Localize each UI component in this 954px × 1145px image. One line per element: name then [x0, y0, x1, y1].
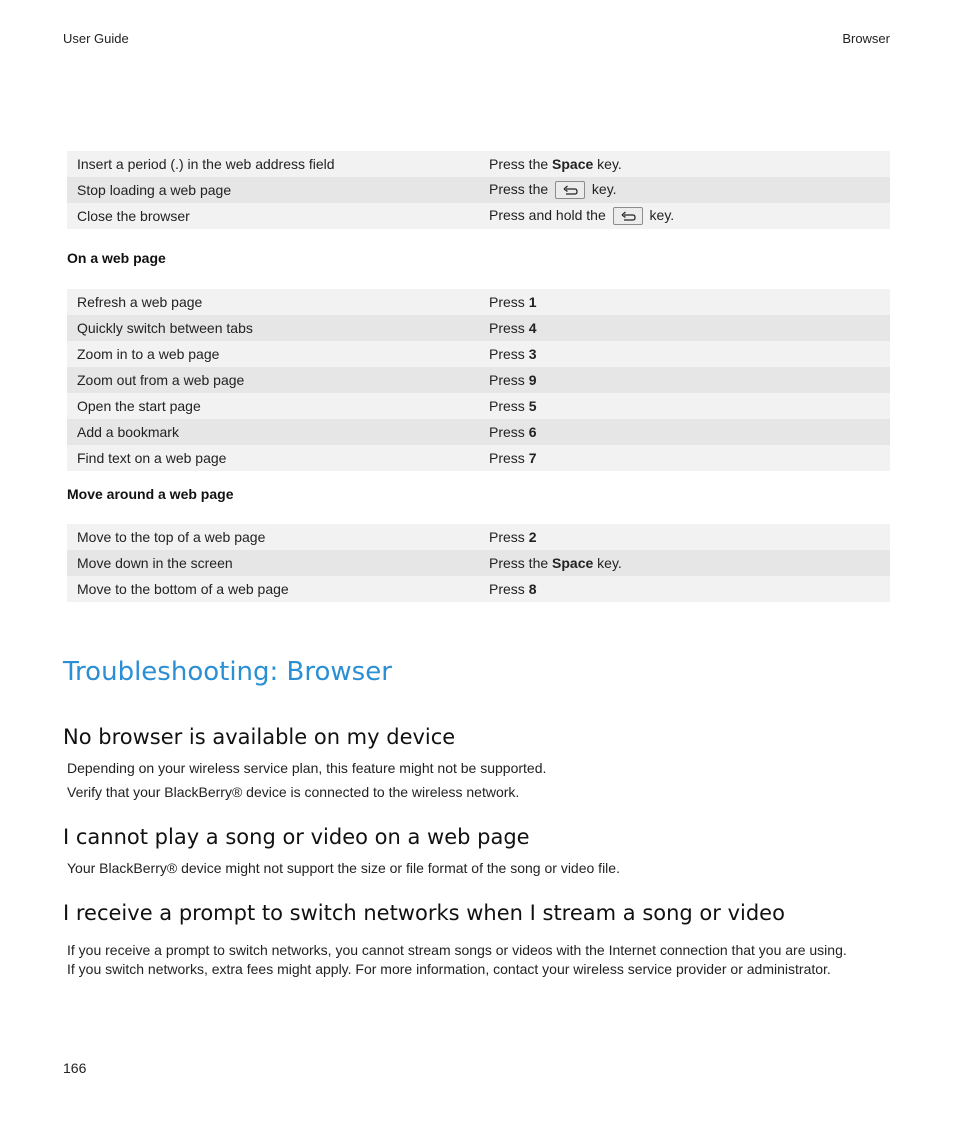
shortcut-key: 8 [528, 581, 537, 597]
escape-key-icon [613, 207, 643, 225]
table-row [67, 393, 890, 419]
action-cell: Find text on a web page [67, 445, 479, 471]
action-cell: Move to the bottom of a web page [67, 576, 479, 602]
action-cell: Add a bookmark [67, 419, 479, 445]
topic-cannot-play-paragraph: Your BlackBerry® device might not support the size or file format of the song or video file. [67, 860, 620, 876]
topic-no-browser-paragraph-2: Verify that your BlackBerry® device is connected to the wireless network. [67, 784, 520, 800]
table-row [67, 445, 890, 471]
shortcut-prefix: Press the [489, 180, 553, 197]
table-row [67, 177, 890, 203]
action-cell: Zoom out from a web page [67, 367, 479, 393]
table-row [67, 576, 890, 602]
shortcut-cell [479, 315, 890, 341]
running-header-left: User Guide [63, 31, 129, 46]
topic-switch-networks-paragraph-2: If you switch networks, extra fees might apply. For more information, contact your wireless service provider or administrator. [67, 961, 831, 977]
shortcut-suffix: key. [593, 555, 622, 571]
shortcut-cell [479, 524, 890, 550]
action-cell: Close the browser [67, 203, 479, 229]
shortcut-prefix: Press [489, 450, 529, 466]
shortcut-prefix: Press [489, 581, 529, 597]
action-cell: Refresh a web page [67, 289, 479, 315]
table-row [67, 289, 890, 315]
shortcut-cell [479, 289, 890, 315]
shortcut-prefix: Press [489, 372, 529, 388]
shortcut-key: 9 [528, 372, 537, 388]
action-cell: Open the start page [67, 393, 479, 419]
topic-no-browser-paragraph-1: Depending on your wireless service plan, this feature might not be supported. [67, 760, 547, 776]
shortcut-prefix: Press [489, 346, 529, 362]
shortcut-key: 4 [528, 320, 537, 336]
shortcut-table-move [67, 524, 890, 602]
shortcut-suffix: key. [645, 206, 675, 223]
shortcut-cell [479, 550, 890, 576]
escape-key-icon [555, 181, 585, 199]
table-row [67, 524, 890, 550]
action-cell: Zoom in to a web page [67, 341, 479, 367]
table-row [67, 367, 890, 393]
shortcut-prefix: Press [489, 320, 529, 336]
topic-switch-networks-paragraph-1: If you receive a prompt to switch networks, you cannot stream songs or videos with the Internet connection that you are using. [67, 942, 847, 958]
topic-title-cannot-play: I cannot play a song or video on a web page [63, 825, 530, 849]
shortcut-table-on-page [67, 289, 890, 471]
shortcut-key: 3 [528, 346, 537, 362]
table-row [67, 341, 890, 367]
shortcut-cell [479, 203, 890, 229]
action-cell: Quickly switch between tabs [67, 315, 479, 341]
running-header-right: Browser [842, 31, 890, 46]
shortcut-key: 2 [528, 529, 537, 545]
shortcut-suffix: key. [593, 156, 622, 172]
action-cell: Move down in the screen [67, 550, 479, 576]
shortcut-prefix: Press [489, 529, 529, 545]
table-row [67, 419, 890, 445]
topic-title-switch-networks: I receive a prompt to switch networks when I stream a song or video [63, 901, 785, 925]
table-row [67, 550, 890, 576]
shortcut-prefix: Press [489, 294, 529, 310]
shortcut-key: Space [552, 156, 594, 172]
shortcut-cell [479, 177, 890, 203]
shortcut-cell [479, 576, 890, 602]
table-row [67, 315, 890, 341]
shortcut-prefix: Press [489, 398, 529, 414]
shortcut-cell [479, 419, 890, 445]
shortcut-table-general [67, 151, 890, 229]
shortcut-key: 6 [528, 424, 537, 440]
page-number: 166 [63, 1060, 87, 1076]
shortcut-prefix: Press the [489, 156, 553, 172]
shortcut-key: 1 [528, 294, 537, 310]
shortcut-prefix: Press [489, 424, 529, 440]
on-web-page-label: On a web page [67, 250, 166, 266]
shortcut-key: Space [552, 555, 594, 571]
table-row [67, 151, 890, 177]
shortcut-prefix: Press and hold the [489, 206, 610, 223]
action-cell: Move to the top of a web page [67, 524, 479, 550]
shortcut-cell [479, 341, 890, 367]
action-cell: Stop loading a web page [67, 177, 479, 203]
shortcut-cell [479, 393, 890, 419]
shortcut-cell [479, 367, 890, 393]
shortcut-key: 7 [528, 450, 537, 466]
shortcut-cell [479, 151, 890, 177]
table-row [67, 203, 890, 229]
action-cell: Insert a period (.) in the web address field [67, 151, 479, 177]
shortcut-suffix: key. [588, 180, 617, 197]
shortcut-key: 5 [528, 398, 537, 414]
topic-title-no-browser: No browser is available on my device [63, 725, 456, 749]
move-around-label: Move around a web page [67, 486, 234, 502]
shortcut-cell [479, 445, 890, 471]
shortcut-prefix: Press the [489, 555, 553, 571]
section-title: Troubleshooting: Browser [63, 657, 392, 687]
